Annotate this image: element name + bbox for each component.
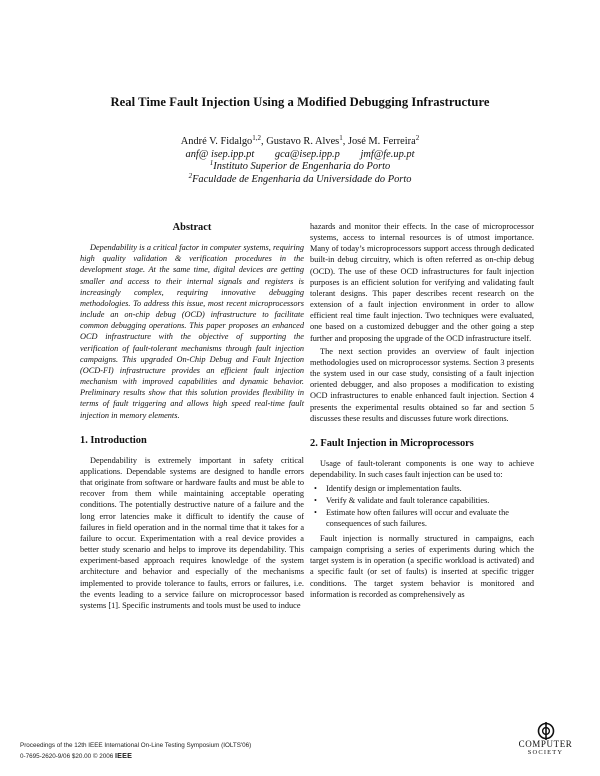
section-2-paragraph-1: Usage of fault-tolerant components is one way to achieve dependability. In such cases fault injection can be used to:: [310, 458, 534, 480]
author-3-affil: 2: [415, 134, 420, 142]
abstract-text: Dependability is a critical factor in computer systems, requiring high quality validation & verification procedures in the development stage. At the same time, digital devices are getting smaller and access to their internal signals and registers is increasingly complex, requiring innovative debugging methodologies. To address this issue, most recent microprocessors include an on-chip debug (OCD) infrastructure to facilitate common debugging operations. This paper proposes an enhanced OCD infrastructure with the objective of supporting the verification of fault-tolerant mechanisms through fault injection campaigns. This upgraded On-Chip Debug and Fault Injection (OCD-FI) infrastructure provides an efficient fault injection mechanism with improved capabilities and dynamic behavior. Preliminary results show that this solution provides flexibility in terms of fault triggering and allows high speed real-time fault injection in memory elements.: [80, 243, 304, 420]
list-item: • Verify & validate and fault tolerance capabilities.: [321, 495, 534, 506]
email-2: gca@isep.ipp.p: [274, 148, 340, 160]
right-column: [310, 221, 534, 602]
list-item: • Estimate how often failures will occur and evaluate the consequences of such failures.: [321, 507, 534, 529]
intro-next-paragraph: The next section provides an overview of fault injection methodologies used on microprocessor systems. Section 3 presents the system used in our case study, consisting of a fault injection oriented debugger, and also proposes a modification to existing OCD infrastructures to enable enhanced fault injection. Section 4 presents the experimental results obtained so far and section 5 discusses these results and discusses future work directions.: [310, 346, 534, 423]
author-2-affil: 1: [339, 134, 343, 142]
fault-injection-uses-list: [310, 483, 534, 529]
section-1-paragraph: Dependability is extremely important in safety critical applications. Dependable systems are designed to handle errors that originate from software or hardware faults and must be able to recover from them while maintaining acceptable operating conditions. The potentially destructive nature of a failure and the long error latencies make it difficult to identify the cause of failures in field operation and in the normal time that it takes for a failure to occur. Experimentation with a real device provides a better study scenario and helps to improve its dependability. This experiment-based approach requires knowledge of the system architecture and behavior and especially of the mechanisms implemented to provide tolerance to faults, errors or failures, i.e. the events leading to a service failure on microprocessor based systems [1]. Specific instruments and tools must be used to induce: [80, 455, 304, 610]
affiliation-2: [0, 171, 600, 187]
intro-continuation-paragraph: hazards and monitor their effects. In the case of microprocessor systems, access to internal resources is of utmost importance. Many of today’s microprocessors support access through dedicated built-in debug circuitry, which is often referred as on-chip debug (OCD). The use of these OCD infrastructures for fault injection purposes is an efficient solution for verifying and validating fault tolerant designs. This paper describes recent research on the extension of a fault injection environment in order to allow efficient real time fault injection. Two techniques were evaluated, one based on a customized debugger and the other going a step further and proposing the upgrade of the OCD infrastructure itself.: [310, 222, 534, 343]
affiliation-1-text: Instituto Superior de Engenharia do Porto: [213, 161, 391, 173]
section-2-paragraph-2: Fault injection is normally structured in campaigns, each campaign comprising a series of experiments during which the target system is in operation (a specific workload is activated) and a specific fault (or set of faults) is inserted at specific trigger conditions. The target system behavior is monitored and information is recorded as comprehensively as: [310, 533, 534, 599]
left-column: [80, 222, 304, 613]
logo-text-computer: COMPUTER: [518, 739, 573, 749]
logo-text-society: SOCIETY: [527, 749, 564, 756]
list-item: • Identify design or implementation faults.: [321, 483, 534, 494]
computer-society-emblem-icon: [536, 722, 556, 740]
email-3: jmf@fe.up.pt: [360, 148, 415, 160]
abstract-heading: Abstract: [172, 222, 212, 233]
author-1: André V. Fidalgo: [180, 136, 253, 147]
email-1: anf@ isep.ipp.pt: [185, 148, 255, 160]
computer-society-logo: [508, 722, 583, 772]
isbn-text: 0-7695-2620-9/06 $20.00 © 2006: [20, 753, 114, 761]
affiliation-1: [0, 161, 600, 174]
author-separator: ,: [342, 136, 348, 147]
author-separator: ,: [261, 136, 267, 147]
author-2: Gustavo R. Alves: [266, 136, 340, 147]
proceedings-line: Proceedings of the 12th IEEE International On-Line Testing Symposium (IOLTS'06): [20, 742, 252, 749]
affiliation-1-sup: 1: [209, 159, 214, 168]
author-3: José M. Ferreira: [347, 136, 416, 147]
author-names: [0, 136, 600, 149]
affiliation-2-text: Faculdade de Engenharia da Universidade do Porto: [192, 173, 412, 185]
author-1-affil: 1,2: [252, 134, 261, 142]
section-1-heading: 1. Introduction: [80, 434, 147, 446]
page-footer: [20, 741, 251, 762]
isbn-line: [20, 751, 251, 762]
paper-title: Real Time Fault Injection Using a Modified Debugging Infrastructure: [110, 95, 490, 109]
author-emails: [0, 149, 600, 162]
section-2-heading: 2. Fault Injection in Microprocessors: [310, 437, 474, 449]
affiliation-2-sup: 2: [188, 171, 193, 180]
author-block: [0, 136, 600, 186]
ieee-mark: IEEE: [114, 751, 133, 761]
